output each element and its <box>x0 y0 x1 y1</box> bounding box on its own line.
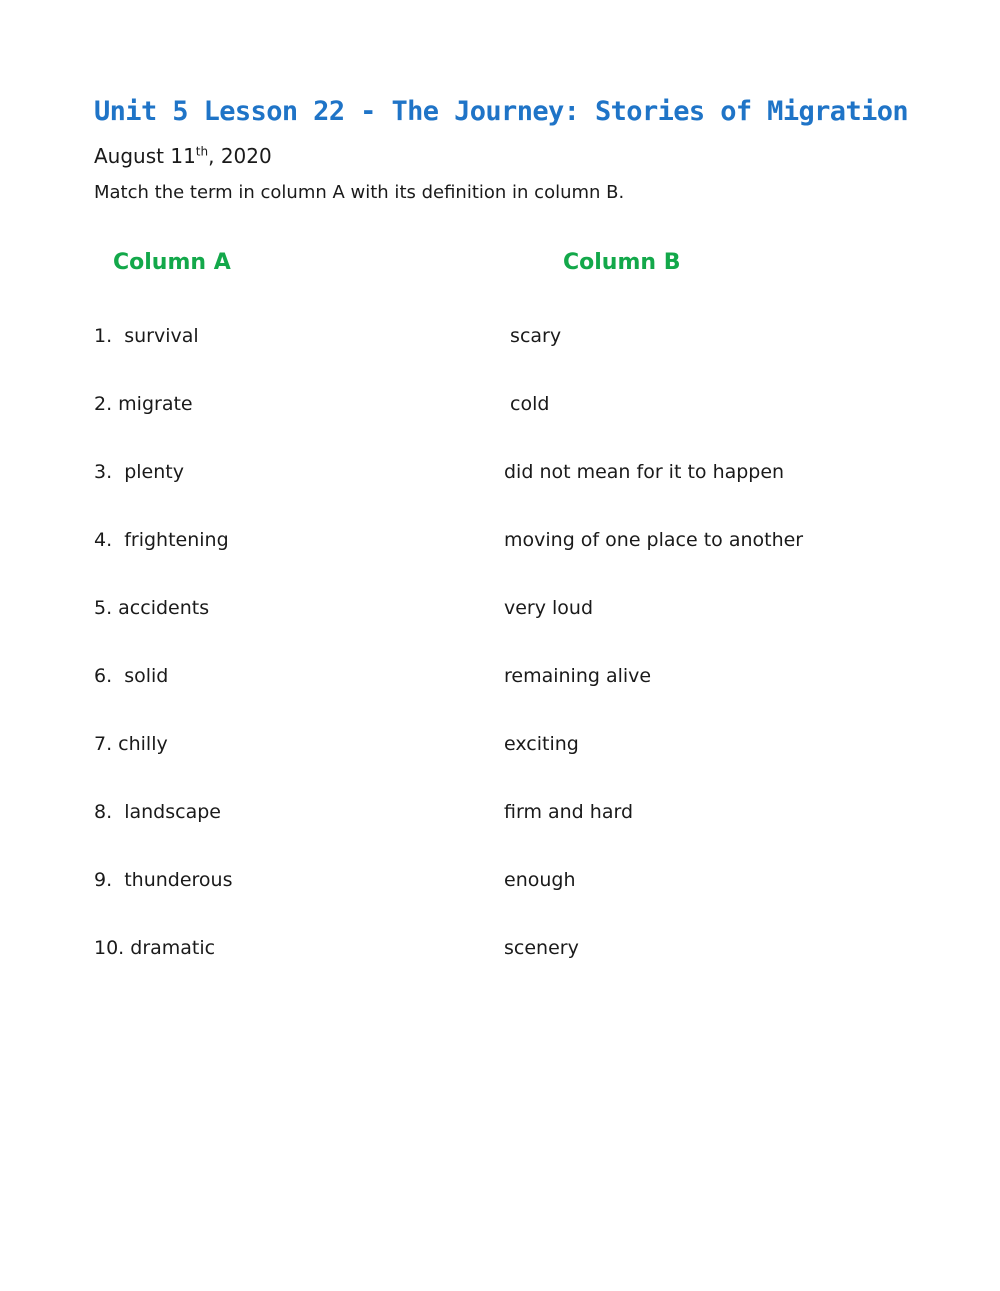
column-a-heading: Column A <box>113 250 231 275</box>
definition-item: very loud <box>504 597 594 619</box>
term-item: 7. chilly <box>94 733 168 755</box>
definition-item: moving of one place to another <box>504 529 804 551</box>
definition-item: cold <box>504 393 550 415</box>
term-item: 5. accidents <box>94 597 210 619</box>
term-item: 2. migrate <box>94 393 193 415</box>
term-item: 8. landscape <box>94 801 221 823</box>
lesson-date <box>94 144 272 168</box>
page-title: Unit 5 Lesson 22 - The Journey: Stories of Migration <box>94 96 909 127</box>
term-item: 1. survival <box>94 325 199 347</box>
date-year: , 2020 <box>208 144 272 168</box>
definition-item: firm and hard <box>504 801 634 823</box>
term-item: 9. thunderous <box>94 869 233 891</box>
term-item: 10. dramatic <box>94 937 216 959</box>
instructions: Match the term in column A with its definition in column B. <box>94 182 625 203</box>
term-item: 3. plenty <box>94 461 184 483</box>
definition-item: enough <box>504 869 576 891</box>
date-month-day: August 11 <box>94 144 196 168</box>
definition-item: scary <box>504 325 562 347</box>
definition-item: scenery <box>504 937 579 959</box>
column-b-heading: Column B <box>563 250 681 275</box>
definition-item: did not mean for it to happen <box>504 461 785 483</box>
term-item: 4. frightening <box>94 529 229 551</box>
term-item: 6. solid <box>94 665 169 687</box>
definition-item: remaining alive <box>504 665 652 687</box>
date-suffix: th <box>195 144 209 159</box>
definition-item: exciting <box>504 733 579 755</box>
